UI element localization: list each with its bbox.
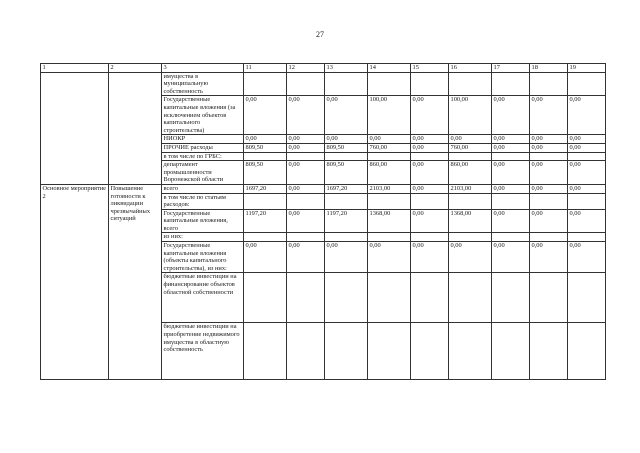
value-cell [530, 323, 568, 380]
value-cell: 0,00 [287, 161, 325, 185]
value-cell [287, 193, 325, 209]
value-cell: 0,00 [530, 143, 568, 152]
value-cell: 0,00 [492, 242, 530, 273]
value-cell [287, 72, 325, 96]
value-cell [325, 72, 368, 96]
table-row [41, 184, 606, 193]
value-cell [411, 323, 449, 380]
column-header: 18 [530, 64, 568, 73]
column-header: 14 [368, 64, 411, 73]
value-cell: 0,00 [530, 209, 568, 233]
value-cell [411, 193, 449, 209]
expense-item-cell: НИОКР [162, 135, 244, 144]
value-cell [244, 273, 287, 323]
value-cell: 0,00 [492, 143, 530, 152]
value-cell [568, 193, 606, 209]
value-cell [411, 72, 449, 96]
column-header: 19 [568, 64, 606, 73]
value-cell [287, 323, 325, 380]
value-cell: 0,00 [368, 135, 411, 144]
value-cell: 0,00 [287, 184, 325, 193]
value-cell [244, 152, 287, 161]
expense-item-cell: в том числе по статьям расходов: [162, 193, 244, 209]
value-cell [368, 273, 411, 323]
value-cell: 0,00 [568, 209, 606, 233]
value-cell [530, 273, 568, 323]
value-cell [530, 72, 568, 96]
value-cell [449, 323, 492, 380]
value-cell [411, 233, 449, 242]
value-cell: 1197,20 [325, 209, 368, 233]
value-cell: 0,00 [530, 96, 568, 135]
value-cell [368, 152, 411, 161]
value-cell: 100,00 [368, 96, 411, 135]
value-cell: 0,00 [492, 184, 530, 193]
value-cell [530, 193, 568, 209]
value-cell: 100,00 [449, 96, 492, 135]
value-cell: 0,00 [287, 242, 325, 273]
value-cell: 0,00 [568, 184, 606, 193]
value-cell: 809,50 [325, 161, 368, 185]
value-cell: 1368,00 [368, 209, 411, 233]
value-cell: 0,00 [287, 143, 325, 152]
value-cell: 860,00 [449, 161, 492, 185]
value-cell: 0,00 [492, 161, 530, 185]
value-cell [244, 233, 287, 242]
value-cell [287, 152, 325, 161]
value-cell: 860,00 [368, 161, 411, 185]
value-cell [287, 273, 325, 323]
value-cell: 809,50 [244, 161, 287, 185]
value-cell: 0,00 [568, 96, 606, 135]
value-cell [449, 193, 492, 209]
value-cell: 0,00 [411, 209, 449, 233]
value-cell [530, 233, 568, 242]
column-header: 2 [109, 64, 162, 73]
value-cell [244, 323, 287, 380]
value-cell: 0,00 [287, 96, 325, 135]
value-cell [368, 72, 411, 96]
expense-item-cell: бюджетные инвестиции на приобретение недвижимого имущества в областную собственность [162, 323, 244, 380]
value-cell [492, 323, 530, 380]
value-cell: 0,00 [530, 161, 568, 185]
value-cell: 760,00 [368, 143, 411, 152]
empty-name-cell [109, 72, 162, 184]
expense-item-cell: Государственные капитальные вложения (объекты капитального строительства), из них: [162, 242, 244, 273]
expense-item-cell: всего [162, 184, 244, 193]
value-cell [492, 193, 530, 209]
value-cell [411, 152, 449, 161]
value-cell [325, 273, 368, 323]
expense-item-cell: имущества в муниципальную собственность [162, 72, 244, 96]
header-row [41, 64, 606, 73]
value-cell: 0,00 [287, 209, 325, 233]
measure-cell: Основное мероприятие 2 [41, 184, 109, 380]
value-cell: 0,00 [411, 143, 449, 152]
budget-table [40, 63, 606, 380]
value-cell [449, 72, 492, 96]
value-cell: 0,00 [368, 242, 411, 273]
column-header: 15 [411, 64, 449, 73]
value-cell [244, 72, 287, 96]
value-cell: 0,00 [492, 209, 530, 233]
table-row [41, 72, 606, 96]
value-cell: 760,00 [449, 143, 492, 152]
value-cell: 0,00 [568, 143, 606, 152]
value-cell: 0,00 [244, 96, 287, 135]
column-header: 12 [287, 64, 325, 73]
value-cell [568, 273, 606, 323]
column-header: 11 [244, 64, 287, 73]
value-cell: 1368,00 [449, 209, 492, 233]
page-number: 27 [316, 30, 324, 39]
value-cell: 0,00 [568, 135, 606, 144]
expense-item-cell: бюджетные инвестиции на финансирование объектов областной собственности [162, 273, 244, 323]
value-cell: 0,00 [325, 135, 368, 144]
value-cell: 0,00 [325, 242, 368, 273]
value-cell: 0,00 [530, 242, 568, 273]
value-cell [568, 72, 606, 96]
value-cell [449, 273, 492, 323]
value-cell: 0,00 [568, 161, 606, 185]
value-cell: 0,00 [492, 96, 530, 135]
value-cell [492, 233, 530, 242]
value-cell: 1697,20 [244, 184, 287, 193]
value-cell [325, 152, 368, 161]
value-cell [568, 233, 606, 242]
value-cell [368, 233, 411, 242]
value-cell: 0,00 [325, 96, 368, 135]
value-cell: 0,00 [411, 184, 449, 193]
value-cell: 0,00 [530, 184, 568, 193]
value-cell: 2103,00 [368, 184, 411, 193]
expense-item-cell: Государственные капитальные вложения (за исключением объектов капитального строительства) [162, 96, 244, 135]
value-cell [568, 152, 606, 161]
value-cell: 0,00 [244, 135, 287, 144]
value-cell [492, 72, 530, 96]
value-cell: 0,00 [568, 242, 606, 273]
value-cell: 0,00 [244, 242, 287, 273]
value-cell: 2103,00 [449, 184, 492, 193]
value-cell [530, 152, 568, 161]
expense-item-cell: из них: [162, 233, 244, 242]
column-header: 1 [41, 64, 109, 73]
value-cell: 1697,20 [325, 184, 368, 193]
expense-item-cell: ПРОЧИЕ расходы [162, 143, 244, 152]
value-cell [287, 233, 325, 242]
expense-item-cell: в том числе по ГРБС: [162, 152, 244, 161]
value-cell: 809,50 [325, 143, 368, 152]
value-cell [492, 273, 530, 323]
column-header: 17 [492, 64, 530, 73]
value-cell: 0,00 [411, 161, 449, 185]
expense-item-cell: департамент промышленности Воронежской области [162, 161, 244, 185]
column-header: 13 [325, 64, 368, 73]
value-cell: 809,50 [244, 143, 287, 152]
value-cell [411, 273, 449, 323]
value-cell: 1197,20 [244, 209, 287, 233]
value-cell [325, 193, 368, 209]
column-header: 3 [162, 64, 244, 73]
expense-item-cell: Государственные капитальные вложения, всего [162, 209, 244, 233]
value-cell [368, 193, 411, 209]
value-cell: 0,00 [287, 135, 325, 144]
value-cell: 0,00 [449, 242, 492, 273]
value-cell [449, 233, 492, 242]
value-cell: 0,00 [411, 242, 449, 273]
value-cell [325, 323, 368, 380]
value-cell: 0,00 [411, 135, 449, 144]
value-cell [368, 323, 411, 380]
value-cell [325, 233, 368, 242]
value-cell: 0,00 [492, 135, 530, 144]
value-cell [449, 152, 492, 161]
value-cell: 0,00 [449, 135, 492, 144]
column-header: 16 [449, 64, 492, 73]
value-cell: 0,00 [530, 135, 568, 144]
value-cell: 0,00 [411, 96, 449, 135]
value-cell [568, 323, 606, 380]
measure-name-cell: Повышение готовности к ликвидации чрезвычайных ситуаций [109, 184, 162, 380]
value-cell [492, 152, 530, 161]
empty-measure-cell [41, 72, 109, 184]
value-cell [244, 193, 287, 209]
